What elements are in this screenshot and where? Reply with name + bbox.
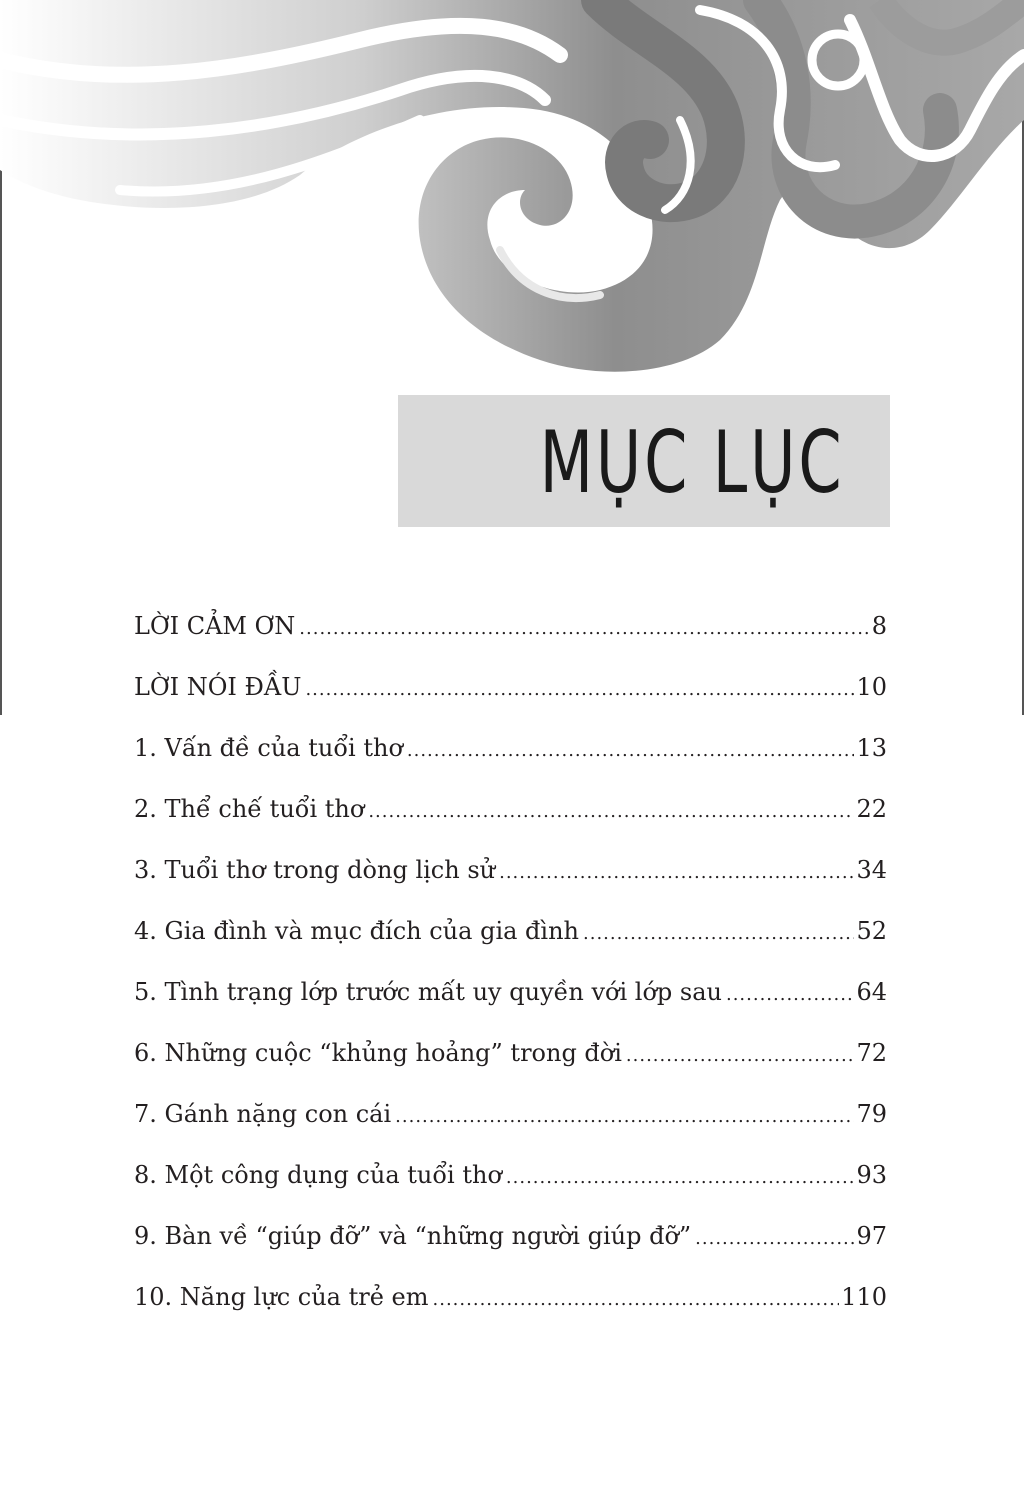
toc-entry-page: 22 <box>856 795 887 823</box>
toc-entry[interactable] <box>134 612 887 673</box>
toc-entry-title: 3. Tuổi thơ trong dòng lịch sử <box>134 856 496 884</box>
toc-dot-leader <box>299 618 869 639</box>
toc-entry[interactable] <box>134 1039 887 1100</box>
toc-dot-leader <box>695 1228 854 1249</box>
toc-entry-page: 110 <box>841 1283 887 1311</box>
toc-entry-page: 13 <box>856 734 887 762</box>
toc-entry-title: LỜI NÓI ĐẦU <box>134 673 302 701</box>
toc-entry-title: 10. Năng lực của trẻ em <box>134 1283 429 1311</box>
toc-entry[interactable] <box>134 734 887 795</box>
toc-entry-page: 52 <box>856 917 887 945</box>
toc-dot-leader <box>626 1045 855 1066</box>
toc-entry[interactable] <box>134 795 887 856</box>
toc-entry-page: 93 <box>856 1161 887 1189</box>
toc-entry[interactable] <box>134 856 887 917</box>
toc-entry[interactable] <box>134 1100 887 1161</box>
toc-dot-leader <box>726 984 854 1005</box>
toc-entry-page: 10 <box>856 673 887 701</box>
decorative-swirl-ornament <box>0 0 1024 380</box>
toc-dot-leader <box>506 1167 855 1188</box>
toc-entry[interactable] <box>134 917 887 978</box>
toc-dot-leader <box>499 862 854 883</box>
toc-entry-page: 97 <box>856 1222 887 1250</box>
title-box <box>398 395 890 527</box>
toc-entry-title: 2. Thể chế tuổi thơ <box>134 795 365 823</box>
toc-entry-title: 9. Bàn về “giúp đỡ” và “những người giúp đỡ” <box>134 1222 692 1250</box>
toc-entry[interactable] <box>134 978 887 1039</box>
toc-entry-title: 8. Một công dụng của tuổi thơ <box>134 1161 502 1189</box>
toc-entry-title: 5. Tình trạng lớp trước mất uy quyền với lớp sau <box>134 978 722 1006</box>
toc-entry-title: 4. Gia đình và mục đích của gia đình <box>134 917 580 945</box>
toc-dot-leader <box>433 1289 840 1310</box>
toc-entry-title: 7. Gánh nặng con cái <box>134 1100 392 1128</box>
toc-entry-page: 64 <box>856 978 887 1006</box>
toc-dot-leader <box>368 801 854 822</box>
toc-dot-leader <box>583 923 854 944</box>
toc-entry-title: 6. Những cuộc “khủng hoảng” trong đời <box>134 1039 622 1067</box>
toc-entry[interactable] <box>134 1222 887 1283</box>
toc-entry-page: 72 <box>856 1039 887 1067</box>
toc-dot-leader <box>395 1106 854 1127</box>
toc-entry[interactable] <box>134 1161 887 1222</box>
toc-entry-page: 8 <box>871 612 887 640</box>
toc-dot-leader <box>407 740 855 761</box>
toc-entry[interactable] <box>134 1283 887 1344</box>
table-of-contents <box>134 612 887 1344</box>
page-title: MỤC LỤC <box>539 413 844 513</box>
toc-entry-title: LỜI CẢM ƠN <box>134 612 296 640</box>
toc-dot-leader <box>305 679 854 700</box>
toc-entry-title: 1. Vấn đề của tuổi thơ <box>134 734 403 762</box>
toc-entry[interactable] <box>134 673 887 734</box>
toc-entry-page: 34 <box>856 856 887 884</box>
toc-entry-page: 79 <box>856 1100 887 1128</box>
